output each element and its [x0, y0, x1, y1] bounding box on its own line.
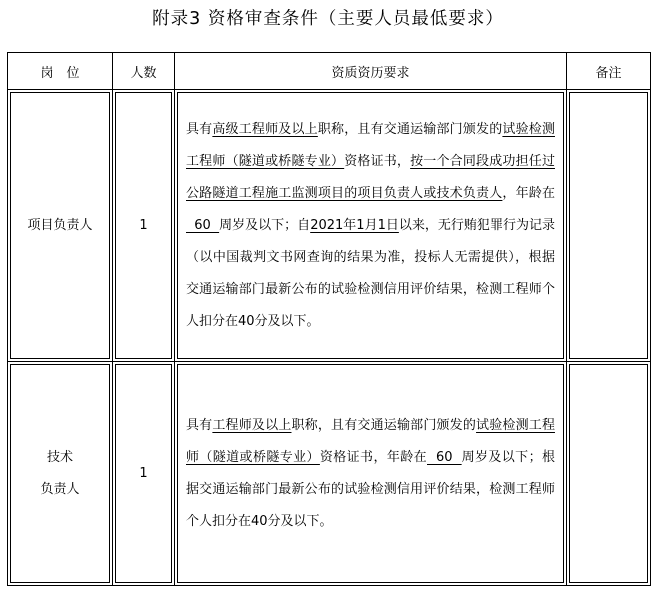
row1-position-cell — [8, 90, 113, 362]
table-header-row — [8, 53, 651, 90]
req-underlined-cert: 试验检测工程师（隧道或桥隧专业） — [186, 121, 555, 169]
header-count — [113, 53, 175, 90]
row2-requirement-cell — [175, 362, 567, 586]
req-underlined-experience: 按一个合同段成功担任过公路隧道工程施工监测项目的项目负责人或技术负责人 — [186, 153, 555, 201]
req-text: 具有 — [186, 121, 213, 137]
row1-remark — [569, 92, 648, 359]
row2-position-line2: 负责人 — [40, 481, 80, 497]
req-text: 职称，且有交通运输部门颁发的 — [291, 417, 477, 433]
row2-position-line1: 技术 — [46, 449, 73, 465]
row2-remark — [569, 364, 648, 583]
row2-count: 1 — [115, 364, 172, 583]
row2-position — [10, 364, 110, 583]
req-text: ，年龄在 — [502, 185, 555, 201]
header-remark — [567, 53, 651, 90]
row1-count: 1 — [115, 92, 172, 359]
row2-position-cell — [8, 362, 113, 586]
row2-remark-cell — [567, 362, 651, 586]
req-text: 具有 — [186, 417, 213, 433]
requirements-table — [7, 52, 651, 586]
req-underlined-cert: 试验检测工程师（隧道或桥隧专业） — [186, 417, 555, 465]
row1-position: 项目负责人 — [10, 92, 110, 359]
req-underlined-title: 高级工程师及以上 — [212, 121, 318, 137]
row1-count-cell — [113, 90, 175, 362]
header-count-label: 人数 — [130, 65, 157, 81]
req-text: 周岁及以下；根据交通运输部门最新公布的试验检测信用评价结果，检测工程师个人扣分在40分及以下。 — [186, 449, 555, 529]
page-title: 附录3 资格审查条件（主要人员最低要求） — [152, 9, 504, 29]
req-underlined-title: 工程师及以上 — [212, 417, 292, 433]
header-requirement — [175, 53, 567, 90]
req-text: 资格证书，年龄在 — [319, 449, 427, 465]
req-underlined-age: 60 — [427, 449, 462, 465]
req-underlined-date: 2021年1月1日 — [310, 217, 399, 233]
req-text: 以来，无行贿犯罪行为记录（以中国裁判文书网查询的结果为准，投标人无需提供），根据交通运输部门最新公布的试验检测信用评价结果，检测工程师个人扣分在40分及以下。 — [186, 217, 555, 329]
req-text: 资格证书， — [344, 153, 411, 169]
header-requirement-label: 资质资历要求 — [331, 65, 410, 81]
row1-requirement-cell — [175, 90, 567, 362]
req-text: 职称，且有交通运输部门颁发的 — [317, 121, 503, 137]
row1-requirement — [177, 92, 564, 359]
header-remark-label: 备注 — [595, 65, 622, 81]
row2-count-cell — [113, 362, 175, 586]
row2-requirement — [177, 364, 564, 583]
row1-remark-cell — [567, 90, 651, 362]
req-underlined-age: 60 — [186, 217, 220, 233]
table-row — [8, 90, 651, 362]
req-text: 周岁及以下；自 — [219, 217, 311, 233]
header-position-label: 岗 位 — [40, 65, 80, 81]
table-row — [8, 362, 651, 586]
header-position — [8, 53, 113, 90]
